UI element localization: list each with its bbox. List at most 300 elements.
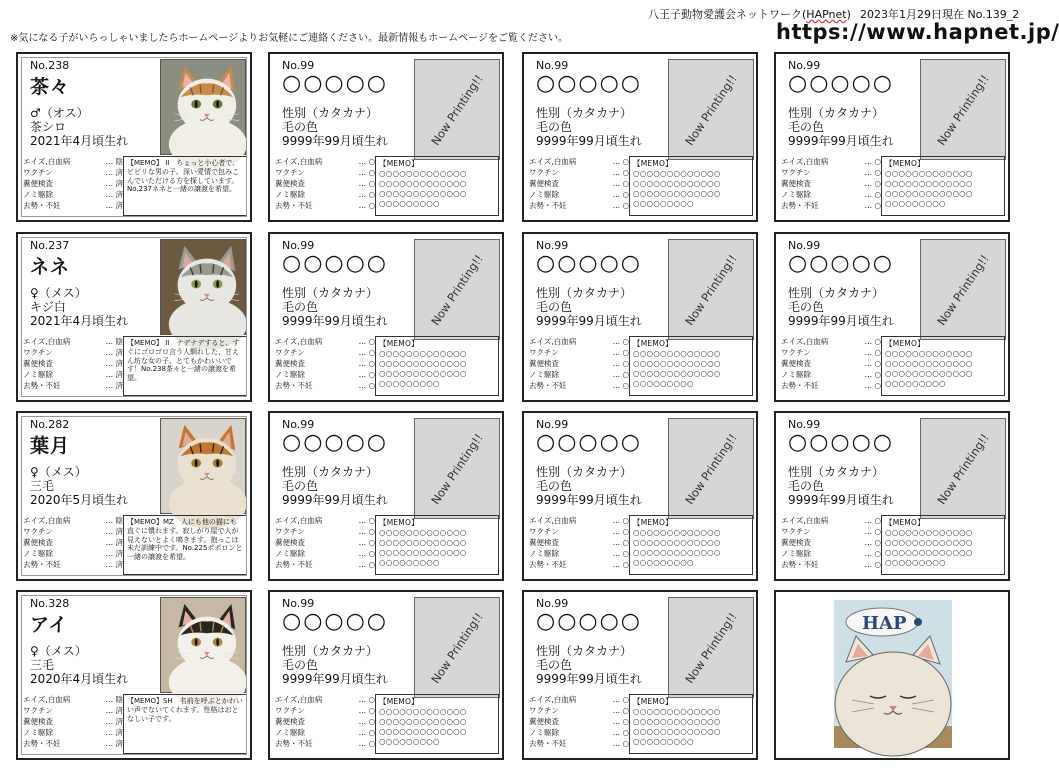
health-status-row bbox=[529, 167, 629, 178]
health-status-label: エイズ,白血病 bbox=[529, 157, 577, 166]
cat-color: 毛の色 bbox=[788, 479, 825, 493]
health-status-value: … ○ bbox=[612, 348, 629, 357]
cat-number: No.328 bbox=[30, 597, 70, 610]
placeholder-card[interactable] bbox=[522, 411, 758, 581]
photo-placeholder bbox=[668, 59, 754, 160]
health-status-value: … ○ bbox=[358, 538, 375, 547]
health-status-value: … 済 bbox=[105, 739, 123, 748]
health-status-row bbox=[781, 559, 881, 570]
health-status-value: … ○ bbox=[864, 370, 881, 379]
health-status-label: ノミ駆除 bbox=[23, 728, 53, 737]
cat-sex: 性別（カタカナ） bbox=[788, 106, 885, 120]
health-status-label: エイズ,白血病 bbox=[275, 695, 323, 704]
health-status-value: … ○ bbox=[864, 348, 881, 357]
health-status-value: … ○ bbox=[864, 549, 881, 558]
placeholder-card[interactable] bbox=[774, 232, 1010, 402]
health-status-row bbox=[275, 537, 375, 548]
cat-number: No.99 bbox=[536, 418, 569, 431]
cat-sex: 性別（カタカナ） bbox=[536, 465, 633, 479]
health-status-value: … ○ bbox=[612, 359, 629, 368]
cat-memo: 【MEMO】 ○○○○○○○○○○○○○ ○○○○○○○○○○○○○ ○○○○○○○○○○○○○ ○○○○○○○○○ bbox=[881, 515, 1005, 575]
health-status-value: … ○ bbox=[358, 359, 375, 368]
health-status-value: … ○ bbox=[612, 381, 629, 390]
health-status-label: 糞便検査 bbox=[23, 717, 53, 726]
health-status-value: … ○ bbox=[358, 190, 375, 199]
placeholder-card[interactable] bbox=[774, 411, 1010, 581]
health-status-row bbox=[275, 200, 375, 211]
health-status-value: … ○ bbox=[864, 560, 881, 569]
cat-name: ○○○○○ bbox=[536, 430, 642, 455]
health-status-row bbox=[529, 178, 629, 189]
cat-color: 毛の色 bbox=[536, 479, 573, 493]
cat-name: ○○○○○ bbox=[788, 71, 894, 96]
health-status-value: … ○ bbox=[864, 381, 881, 390]
health-status-row bbox=[275, 336, 375, 347]
health-status-value: … ○ bbox=[358, 516, 375, 525]
health-status-row bbox=[529, 526, 629, 537]
health-status-label: エイズ,白血病 bbox=[529, 695, 577, 704]
cat-memo: 【MEMO】 ○○○○○○○○○○○○○ ○○○○○○○○○○○○○ ○○○○○○○○○○○○○ ○○○○○○○○○ bbox=[375, 336, 499, 396]
health-status-value: … ○ bbox=[864, 516, 881, 525]
health-status-label: ノミ駆除 bbox=[781, 190, 811, 199]
placeholder-card[interactable] bbox=[268, 590, 504, 760]
health-status-row bbox=[529, 559, 629, 570]
health-status-value: … ○ bbox=[612, 201, 629, 210]
health-status-label: エイズ,白血病 bbox=[781, 516, 829, 525]
health-status-value: … 済 bbox=[105, 706, 123, 715]
cat-color: キジ白 bbox=[30, 300, 66, 314]
health-status-value: … ○ bbox=[612, 695, 629, 704]
health-status-label: 去勢・不妊 bbox=[23, 201, 61, 210]
contact-note: ※気になる子がいらっしゃいましたらホームページよりお気軽にご連絡ください。最新情報もホームページをご覧ください。 bbox=[10, 33, 568, 44]
now-printing-label: Now Printing!! bbox=[428, 609, 486, 686]
cat-birth: 2021年4月頃生れ bbox=[30, 134, 129, 148]
cat-name: アイ bbox=[30, 614, 69, 636]
health-status-label: ワクチン bbox=[275, 527, 305, 536]
cat-memo: 【MEMO】 ○○○○○○○○○○○○○ ○○○○○○○○○○○○○ ○○○○○○○○○○○○○ ○○○○○○○○○ bbox=[629, 156, 753, 216]
health-status-label: 去勢・不妊 bbox=[529, 381, 567, 390]
health-status-row bbox=[529, 347, 629, 358]
cat-birth: 9999年99月頃生れ bbox=[536, 134, 642, 148]
health-status-list bbox=[275, 156, 375, 211]
logo-card bbox=[774, 590, 1010, 760]
health-status-row bbox=[23, 548, 123, 559]
photo-placeholder bbox=[920, 239, 1006, 340]
now-printing-label: Now Printing!! bbox=[682, 71, 740, 148]
health-status-list bbox=[275, 694, 375, 749]
health-status-label: ノミ駆除 bbox=[781, 370, 811, 379]
cat-number: No.99 bbox=[788, 418, 821, 431]
cat-number: No.99 bbox=[282, 239, 315, 252]
health-status-label: ワクチン bbox=[23, 706, 53, 715]
health-status-row bbox=[23, 526, 123, 537]
cat-number: No.237 bbox=[30, 239, 70, 252]
health-status-label: 去勢・不妊 bbox=[275, 201, 313, 210]
health-status-row bbox=[529, 358, 629, 369]
health-status-list bbox=[23, 515, 123, 570]
health-status-label: ワクチン bbox=[275, 706, 305, 715]
cat-name: 葉月 bbox=[30, 435, 71, 457]
cat-number: No.99 bbox=[536, 239, 569, 252]
health-status-label: ノミ駆除 bbox=[23, 190, 53, 199]
health-status-value: … ○ bbox=[864, 527, 881, 536]
cat-color: 毛の色 bbox=[282, 300, 319, 314]
health-status-label: エイズ,白血病 bbox=[529, 337, 577, 346]
cat-sex: ♂（オス） bbox=[30, 106, 89, 120]
health-status-row bbox=[275, 156, 375, 167]
health-status-label: 去勢・不妊 bbox=[529, 560, 567, 569]
cat-sex: 性別（カタカナ） bbox=[282, 286, 379, 300]
cat-sex: 性別（カタカナ） bbox=[536, 644, 633, 658]
adoption-card[interactable] bbox=[16, 590, 252, 760]
cat-number: No.99 bbox=[536, 59, 569, 72]
health-status-list bbox=[529, 515, 629, 570]
health-status-row bbox=[23, 537, 123, 548]
cat-memo: 【MEMO】 ○○○○○○○○○○○○○ ○○○○○○○○○○○○○ ○○○○○○○○○○○○○ ○○○○○○○○○ bbox=[375, 694, 499, 754]
health-status-value: … ○ bbox=[612, 538, 629, 547]
cat-name: ○○○○○ bbox=[536, 251, 642, 276]
now-printing-label: Now Printing!! bbox=[682, 609, 740, 686]
health-status-row bbox=[23, 705, 123, 716]
health-status-row bbox=[275, 189, 375, 200]
cat-name: ○○○○○ bbox=[536, 609, 642, 634]
cat-birth: 9999年99月頃生れ bbox=[536, 493, 642, 507]
cat-number: No.99 bbox=[282, 59, 315, 72]
photo-placeholder bbox=[668, 418, 754, 519]
cat-memo: 【MEMO】 ○○○○○○○○○○○○○ ○○○○○○○○○○○○○ ○○○○○○○○○○○○○ ○○○○○○○○○ bbox=[375, 515, 499, 575]
health-status-row bbox=[23, 189, 123, 200]
health-status-row bbox=[529, 515, 629, 526]
health-status-value: … 済 bbox=[105, 549, 123, 558]
health-status-row bbox=[23, 738, 123, 749]
cat-memo: 【MEMO】 ○○○○○○○○○○○○○ ○○○○○○○○○○○○○ ○○○○○○○○○○○○○ ○○○○○○○○○ bbox=[629, 336, 753, 396]
cat-number: No.99 bbox=[282, 418, 315, 431]
health-status-list bbox=[275, 336, 375, 391]
health-status-list bbox=[275, 515, 375, 570]
health-status-label: 糞便検査 bbox=[275, 538, 305, 547]
health-status-row bbox=[275, 559, 375, 570]
health-status-row bbox=[275, 358, 375, 369]
org-close: ) bbox=[846, 8, 851, 21]
health-status-value: … ○ bbox=[358, 739, 375, 748]
health-status-row bbox=[23, 559, 123, 570]
health-status-label: エイズ,白血病 bbox=[781, 157, 829, 166]
cat-memo: 【MEMO】 ○○○○○○○○○○○○○ ○○○○○○○○○○○○○ ○○○○○○○○○○○○○ ○○○○○○○○○ bbox=[629, 694, 753, 754]
org-abbr: HAPnet bbox=[806, 8, 847, 21]
health-status-value: … ○ bbox=[864, 359, 881, 368]
cat-number: No.282 bbox=[30, 418, 70, 431]
health-status-row bbox=[23, 336, 123, 347]
health-status-row bbox=[23, 178, 123, 189]
health-status-label: エイズ,白血病 bbox=[23, 337, 71, 346]
health-status-value: … 済 bbox=[105, 201, 123, 210]
health-status-value: … 済 bbox=[105, 359, 123, 368]
cat-memo: 【MEMO】 ○○○○○○○○○○○○○ ○○○○○○○○○○○○○ ○○○○○○○○○○○○○ ○○○○○○○○○ bbox=[629, 515, 753, 575]
health-status-list bbox=[781, 515, 881, 570]
health-status-row bbox=[529, 716, 629, 727]
health-status-label: ノミ駆除 bbox=[529, 549, 559, 558]
cat-birth: 9999年99月頃生れ bbox=[282, 314, 388, 328]
health-status-row bbox=[23, 716, 123, 727]
health-status-label: ワクチン bbox=[781, 168, 811, 177]
cat-name: ○○○○○ bbox=[282, 251, 388, 276]
health-status-row bbox=[23, 515, 123, 526]
adoption-card[interactable] bbox=[16, 411, 252, 581]
cat-sex: 性別（カタカナ） bbox=[282, 465, 379, 479]
photo-placeholder bbox=[920, 418, 1006, 519]
health-status-label: ワクチン bbox=[781, 527, 811, 536]
cat-name: ○○○○○ bbox=[282, 609, 388, 634]
cat-birth: 2020年4月頃生れ bbox=[30, 672, 129, 686]
cat-name: ○○○○○ bbox=[282, 430, 388, 455]
health-status-value: … ○ bbox=[358, 381, 375, 390]
health-status-value: … ○ bbox=[358, 179, 375, 188]
tabby-white-kitten-photo bbox=[160, 59, 246, 155]
health-status-row bbox=[529, 156, 629, 167]
health-status-value: … ○ bbox=[864, 538, 881, 547]
cat-memo: 【MEMO】 ○○○○○○○○○○○○○ ○○○○○○○○○○○○○ ○○○○○○○○○○○○○ ○○○○○○○○○ bbox=[375, 156, 499, 216]
health-status-value: … ○ bbox=[358, 695, 375, 704]
placeholder-card[interactable] bbox=[522, 52, 758, 222]
health-status-label: 去勢・不妊 bbox=[275, 381, 313, 390]
health-status-value: … ○ bbox=[612, 337, 629, 346]
health-status-row bbox=[781, 548, 881, 559]
cat-color: 毛の色 bbox=[536, 120, 573, 134]
health-status-value: … ○ bbox=[864, 157, 881, 166]
health-status-row bbox=[23, 200, 123, 211]
cat-color: 毛の色 bbox=[282, 120, 319, 134]
health-status-label: 去勢・不妊 bbox=[529, 739, 567, 748]
cat-sex: 性別（カタカナ） bbox=[788, 286, 885, 300]
photo-placeholder bbox=[414, 418, 500, 519]
placeholder-card[interactable] bbox=[268, 52, 504, 222]
placeholder-card[interactable] bbox=[522, 232, 758, 402]
health-status-label: 糞便検査 bbox=[23, 359, 53, 368]
health-status-row bbox=[275, 380, 375, 391]
health-status-value: … ○ bbox=[358, 168, 375, 177]
health-status-list bbox=[781, 336, 881, 391]
health-status-label: 糞便検査 bbox=[275, 717, 305, 726]
health-status-label: 糞便検査 bbox=[23, 538, 53, 547]
now-printing-label: Now Printing!! bbox=[428, 71, 486, 148]
health-status-label: ワクチン bbox=[275, 168, 305, 177]
health-status-label: エイズ,白血病 bbox=[275, 516, 323, 525]
cat-birth: 9999年99月頃生れ bbox=[536, 672, 642, 686]
health-status-label: 去勢・不妊 bbox=[23, 381, 61, 390]
health-status-value: … ○ bbox=[358, 348, 375, 357]
health-status-value: … 陰 bbox=[105, 157, 123, 166]
health-status-row bbox=[275, 705, 375, 716]
health-status-row bbox=[275, 727, 375, 738]
health-status-label: ワクチン bbox=[781, 348, 811, 357]
health-status-label: 去勢・不妊 bbox=[275, 739, 313, 748]
health-status-row bbox=[275, 167, 375, 178]
health-status-value: … 済 bbox=[105, 381, 123, 390]
placeholder-card[interactable] bbox=[522, 590, 758, 760]
health-status-label: 糞便検査 bbox=[781, 359, 811, 368]
health-status-value: … ○ bbox=[612, 728, 629, 737]
health-status-row bbox=[529, 189, 629, 200]
health-status-row bbox=[23, 694, 123, 705]
health-status-value: … ○ bbox=[358, 527, 375, 536]
health-status-row bbox=[23, 358, 123, 369]
homepage-link[interactable]: https://www.hapnet.jp/ bbox=[776, 20, 1059, 44]
now-printing-label: Now Printing!! bbox=[682, 251, 740, 328]
org-name-text: 八王子動物愛護会ネットワーク( bbox=[648, 8, 807, 21]
health-status-row bbox=[275, 347, 375, 358]
health-status-label: ノミ駆除 bbox=[275, 190, 305, 199]
health-status-label: エイズ,白血病 bbox=[275, 337, 323, 346]
cat-number: No.99 bbox=[788, 239, 821, 252]
health-status-value: … 済 bbox=[105, 728, 123, 737]
health-status-value: … ○ bbox=[612, 157, 629, 166]
health-status-row bbox=[529, 369, 629, 380]
health-status-row bbox=[275, 548, 375, 559]
photo-placeholder bbox=[414, 597, 500, 698]
cat-birth: 9999年99月頃生れ bbox=[282, 134, 388, 148]
health-status-label: 糞便検査 bbox=[275, 179, 305, 188]
health-status-label: ワクチン bbox=[529, 527, 559, 536]
health-status-row bbox=[529, 200, 629, 211]
health-status-list bbox=[23, 336, 123, 391]
health-status-row bbox=[23, 727, 123, 738]
cat-number: No.238 bbox=[30, 59, 70, 72]
cat-birth: 9999年99月頃生れ bbox=[788, 493, 894, 507]
health-status-value: … 済 bbox=[105, 538, 123, 547]
photo-placeholder bbox=[414, 239, 500, 340]
health-status-list bbox=[529, 694, 629, 749]
adoption-card[interactable] bbox=[16, 52, 252, 222]
cat-sex: 性別（カタカナ） bbox=[282, 106, 379, 120]
cat-memo: 【MEMO】 II ちょっと小心者で、ビビリな男の子。深い愛情で包みこんでいただける方を探しています。No.237ネネと一緒の譲渡を希望。 bbox=[123, 156, 247, 216]
health-status-label: エイズ,白血病 bbox=[529, 516, 577, 525]
health-status-value: … ○ bbox=[358, 717, 375, 726]
health-status-value: … 済 bbox=[105, 168, 123, 177]
health-status-value: … ○ bbox=[864, 190, 881, 199]
health-status-value: … 済 bbox=[105, 527, 123, 536]
health-status-label: 糞便検査 bbox=[275, 359, 305, 368]
health-status-row bbox=[781, 167, 881, 178]
health-status-row bbox=[781, 336, 881, 347]
health-status-value: … ○ bbox=[358, 728, 375, 737]
health-status-value: … ○ bbox=[612, 516, 629, 525]
cat-color: 毛の色 bbox=[788, 300, 825, 314]
health-status-value: … ○ bbox=[612, 370, 629, 379]
cat-memo: 【MEMO】MZ 人にも他の猫にも直ぐに慣れます。寂しがり屋で人が見えないとよく鳴きます。抱っこは未だ訓練中です。No.225ポポロンと一緒の譲渡を希望。 bbox=[123, 515, 247, 575]
health-status-row bbox=[275, 716, 375, 727]
health-status-list bbox=[781, 156, 881, 211]
now-printing-label: Now Printing!! bbox=[934, 430, 992, 507]
health-status-row bbox=[275, 369, 375, 380]
health-status-value: … 陰 bbox=[105, 695, 123, 704]
as-of-date: 2023年1月29日現在 No.139_2 bbox=[860, 8, 1020, 21]
photo-placeholder bbox=[668, 239, 754, 340]
health-status-label: ノミ駆除 bbox=[275, 549, 305, 558]
health-status-value: … 済 bbox=[105, 560, 123, 569]
cat-color: 毛の色 bbox=[536, 300, 573, 314]
cat-sex: 性別（カタカナ） bbox=[536, 286, 633, 300]
cat-sex: ♀（メス） bbox=[30, 286, 87, 300]
health-status-list bbox=[529, 156, 629, 211]
health-status-label: 去勢・不妊 bbox=[781, 560, 819, 569]
health-status-value: … 済 bbox=[105, 190, 123, 199]
health-status-label: 糞便検査 bbox=[529, 359, 559, 368]
now-printing-label: Now Printing!! bbox=[934, 251, 992, 328]
now-printing-label: Now Printing!! bbox=[682, 430, 740, 507]
health-status-label: ノミ駆除 bbox=[275, 728, 305, 737]
cat-sex: 性別（カタカナ） bbox=[282, 644, 379, 658]
health-status-list bbox=[529, 336, 629, 391]
health-status-label: エイズ,白血病 bbox=[275, 157, 323, 166]
placeholder-card[interactable] bbox=[268, 411, 504, 581]
health-status-row bbox=[781, 537, 881, 548]
health-status-row bbox=[529, 548, 629, 559]
health-status-row bbox=[275, 694, 375, 705]
health-status-label: 糞便検査 bbox=[529, 179, 559, 188]
cat-color: 毛の色 bbox=[282, 658, 319, 672]
cat-name: ○○○○○ bbox=[788, 251, 894, 276]
placeholder-card[interactable] bbox=[774, 52, 1010, 222]
cat-color: 毛の色 bbox=[282, 479, 319, 493]
health-status-value: … ○ bbox=[358, 560, 375, 569]
health-status-row bbox=[23, 167, 123, 178]
health-status-value: … ○ bbox=[612, 168, 629, 177]
placeholder-card[interactable] bbox=[268, 232, 504, 402]
health-status-value: … ○ bbox=[612, 717, 629, 726]
health-status-label: 糞便検査 bbox=[529, 717, 559, 726]
health-status-row bbox=[529, 705, 629, 716]
health-status-label: 糞便検査 bbox=[529, 538, 559, 547]
health-status-label: ノミ駆除 bbox=[529, 728, 559, 737]
cat-name: 茶々 bbox=[30, 76, 71, 98]
health-status-label: 去勢・不妊 bbox=[275, 560, 313, 569]
adoption-card[interactable] bbox=[16, 232, 252, 402]
health-status-value: … ○ bbox=[612, 527, 629, 536]
health-status-label: 去勢・不妊 bbox=[781, 381, 819, 390]
health-status-row bbox=[781, 347, 881, 358]
cat-name: ○○○○○ bbox=[788, 430, 894, 455]
health-status-label: 去勢・不妊 bbox=[23, 739, 61, 748]
health-status-value: … ○ bbox=[358, 337, 375, 346]
cat-memo: 【MEMO】SH 名前を呼ぶとかわいい声でないてくれます。性格はおとなしい子です。 bbox=[123, 694, 247, 754]
cat-color: 毛の色 bbox=[788, 120, 825, 134]
calico-cat-photo bbox=[160, 418, 246, 514]
health-status-value: … ○ bbox=[358, 549, 375, 558]
health-status-value: … 済 bbox=[105, 717, 123, 726]
health-status-value: … ○ bbox=[612, 739, 629, 748]
health-status-label: ノミ駆除 bbox=[275, 370, 305, 379]
cat-color: 三毛 bbox=[30, 658, 55, 672]
health-status-label: ワクチン bbox=[23, 168, 53, 177]
health-status-row bbox=[529, 537, 629, 548]
health-status-row bbox=[529, 694, 629, 705]
health-status-row bbox=[781, 515, 881, 526]
cat-sex: ♀（メス） bbox=[30, 644, 87, 658]
health-status-label: 糞便検査 bbox=[781, 538, 811, 547]
health-status-label: ノミ駆除 bbox=[23, 549, 53, 558]
cat-birth: 2021年4月頃生れ bbox=[30, 314, 129, 328]
now-printing-label: Now Printing!! bbox=[428, 430, 486, 507]
health-status-value: … ○ bbox=[612, 560, 629, 569]
health-status-row bbox=[23, 369, 123, 380]
health-status-value: … 済 bbox=[105, 370, 123, 379]
health-status-value: … 陰 bbox=[105, 337, 123, 346]
health-status-label: ワクチン bbox=[529, 348, 559, 357]
health-status-label: ワクチン bbox=[529, 168, 559, 177]
health-status-label: ワクチン bbox=[275, 348, 305, 357]
health-status-list bbox=[23, 694, 123, 749]
cat-birth: 2020年5月頃生れ bbox=[30, 493, 129, 507]
